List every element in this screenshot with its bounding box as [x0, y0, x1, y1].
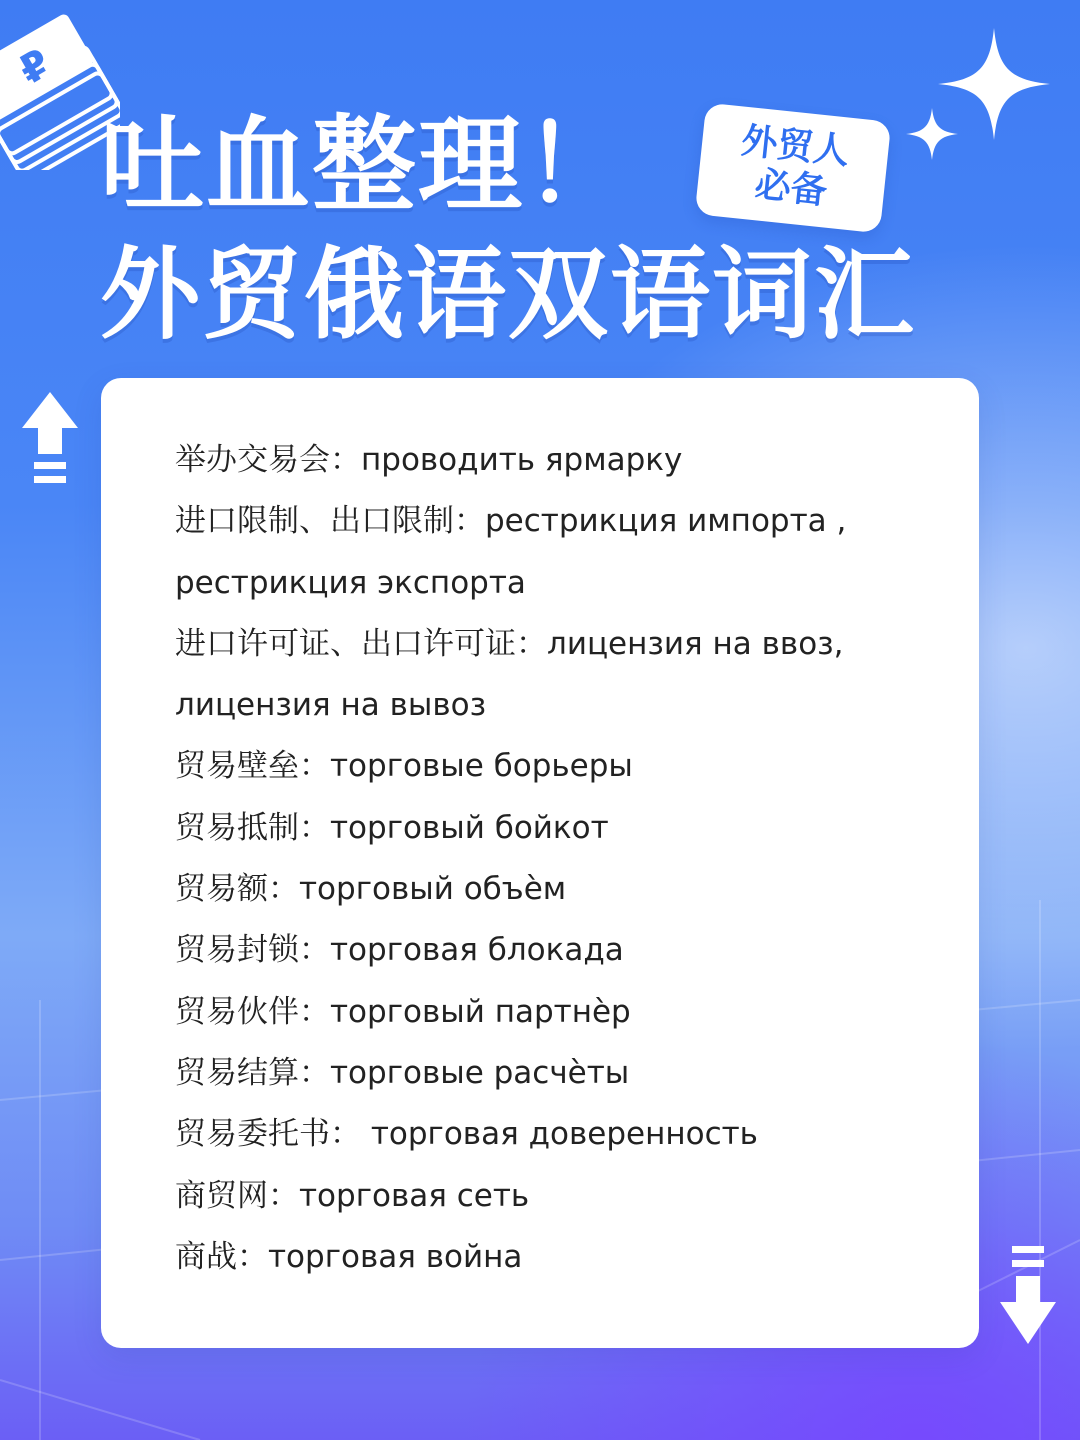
vocab-line: 贸易伙伴：торговый партнѐр — [175, 993, 631, 1030]
vocab-line: лицензия на вывоз — [175, 687, 487, 724]
up-arrow-icon — [22, 392, 78, 492]
vocab-line: 贸易结算：торговые расчѐты — [175, 1054, 630, 1091]
page-title-line-1: 吐血整理！ — [100, 104, 631, 226]
vocab-line: 举办交易会：проводить ярмарку — [175, 442, 683, 478]
audience-badge — [695, 103, 892, 234]
vocab-line: 贸易抵制：торговый бойкот — [175, 809, 609, 846]
vocab-line: 进口限制、出口限制：рестрикция импорта , — [175, 503, 847, 540]
vocab-line: рестрикция экспорта — [175, 564, 526, 601]
ruble-symbol: ₽ — [11, 40, 59, 94]
vocab-line: 贸易壁垒：торговые борьеры — [175, 748, 633, 785]
vocab-line: 商战：торговая война — [175, 1238, 523, 1275]
vocabulary-list — [175, 430, 935, 1288]
vocab-line: 贸易额：торговый объѐм — [175, 871, 567, 908]
badge-line-1: 外贸人 — [739, 120, 852, 173]
vocabulary-card — [101, 378, 979, 1348]
vocab-line: 商贸网：торговая сеть — [175, 1177, 530, 1214]
badge-line-2: 必备 — [752, 164, 829, 213]
down-arrow-icon — [1000, 1246, 1056, 1346]
vocab-line: 贸易委托书： торговая доверенность — [175, 1116, 758, 1153]
sparkle-small-icon — [906, 108, 958, 160]
page-title-line-2: 外贸俄语双语词汇 — [100, 236, 916, 353]
vocab-line: 贸易封锁：торговая блокада — [175, 932, 624, 969]
vocab-line: 进口许可证、出口许可证：лицензия на ввоз, — [175, 625, 844, 662]
